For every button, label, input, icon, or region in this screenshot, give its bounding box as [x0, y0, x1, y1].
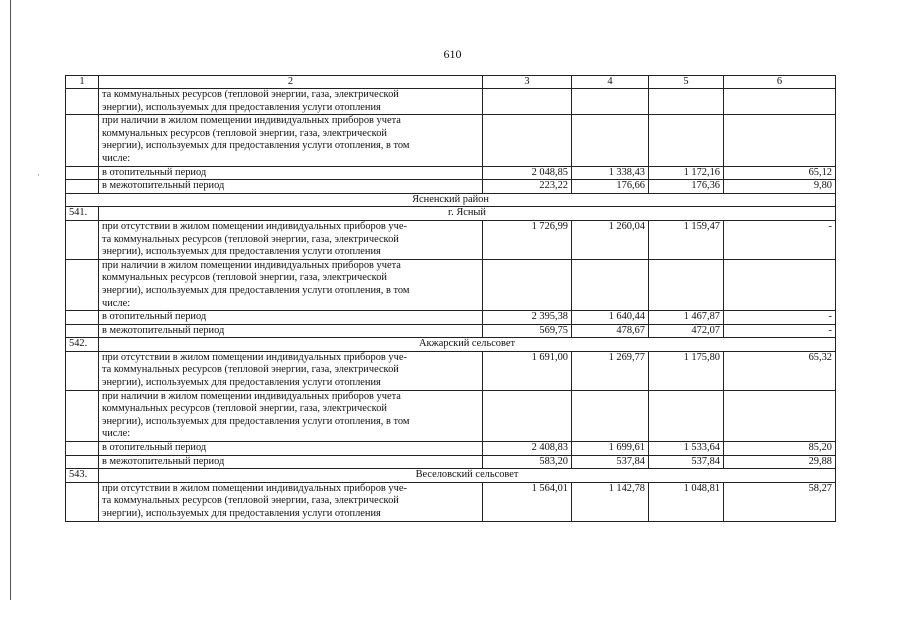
description-line: та коммунальных ресурсов (тепловой энергии, газа, электрической [102, 233, 399, 245]
value-cell-c3: 569,75 [483, 324, 572, 338]
value-cell-c5: 1 533,64 [649, 442, 724, 456]
value-cell-c5 [649, 259, 724, 310]
description-cell [99, 89, 483, 115]
value-cell-c3: 1 726,99 [483, 220, 572, 259]
value-cell-c4 [572, 89, 649, 115]
tariff-table [65, 75, 836, 522]
district-row [66, 193, 836, 207]
row-number [66, 455, 99, 469]
scan-mark: · [37, 170, 40, 180]
description-line: энергии), используемых для предоставления услуги отопления [102, 101, 381, 113]
value-cell-c5: 1 159,47 [649, 220, 724, 259]
locality-row [66, 338, 836, 352]
row-number: 543. [66, 469, 99, 483]
value-cell-c4: 1 699,61 [572, 442, 649, 456]
row-number [66, 115, 99, 166]
value-cell-c4 [572, 115, 649, 166]
header-cell: 4 [572, 76, 649, 89]
description-line: энергии), используемых для предоставления услуги отопления [102, 246, 381, 258]
description-line: коммунальных ресурсов (тепловой энергии, газа, электрической [102, 272, 387, 284]
description-cell [99, 390, 483, 441]
value-cell-c4 [572, 390, 649, 441]
value-cell-c5: 1 172,16 [649, 166, 724, 180]
value-cell-c6: 65,32 [724, 351, 836, 390]
row-number [66, 180, 99, 194]
locality-row [66, 207, 836, 221]
description-line: коммунальных ресурсов (тепловой энергии, газа, электрической [102, 127, 387, 139]
description-cell [99, 455, 483, 469]
description-line: числе: [102, 152, 131, 164]
value-cell-c6: 85,20 [724, 442, 836, 456]
value-cell-c5 [649, 115, 724, 166]
description-line: при отсутствии в жилом помещении индивидуальных приборов уче- [102, 220, 407, 232]
description-line: в отопительный период [102, 311, 207, 323]
district-title: Ясненский район [66, 193, 836, 207]
row-number: 541. [66, 207, 99, 221]
value-cell-c5 [649, 390, 724, 441]
description-cell [99, 180, 483, 194]
description-cell [99, 311, 483, 325]
value-cell-c6: - [724, 311, 836, 325]
description-line: в отопительный период [102, 442, 207, 454]
table-row [66, 455, 836, 469]
value-cell-c4: 1 142,78 [572, 482, 649, 521]
value-cell-c3: 2 048,85 [483, 166, 572, 180]
table-row [66, 166, 836, 180]
table-row [66, 180, 836, 194]
table-row [66, 259, 836, 310]
description-cell [99, 351, 483, 390]
header-cell: 5 [649, 76, 724, 89]
description-line: энергии), используемых для предоставления услуги отопления, в том [102, 284, 410, 296]
value-cell-c6 [724, 390, 836, 441]
value-cell-c6: 29,88 [724, 455, 836, 469]
value-cell-c4: 478,67 [572, 324, 649, 338]
description-cell [99, 259, 483, 310]
value-cell-c4 [572, 259, 649, 310]
description-line: при наличии в жилом помещении индивидуальных приборов учета [102, 259, 401, 271]
description-line: в межотопительный период [102, 324, 225, 336]
row-number: 542. [66, 338, 99, 352]
value-cell-c5: 1 175,80 [649, 351, 724, 390]
value-cell-c3: 2 408,83 [483, 442, 572, 456]
description-line: числе: [102, 428, 131, 440]
row-number [66, 324, 99, 338]
value-cell-c6 [724, 259, 836, 310]
value-cell-c4: 537,84 [572, 455, 649, 469]
row-number [66, 311, 99, 325]
header-cell: 2 [99, 76, 483, 89]
locality-title: Веселовский сельсовет [99, 469, 836, 483]
description-line: в межотопительный период [102, 180, 225, 192]
table-row [66, 311, 836, 325]
table-row [66, 89, 836, 115]
value-cell-c6: 9,80 [724, 180, 836, 194]
value-cell-c3: 223,22 [483, 180, 572, 194]
value-cell-c4: 1 269,77 [572, 351, 649, 390]
description-cell [99, 115, 483, 166]
description-cell [99, 166, 483, 180]
header-cell: 6 [724, 76, 836, 89]
value-cell-c4: 1 338,43 [572, 166, 649, 180]
value-cell-c4: 176,66 [572, 180, 649, 194]
page-number: 610 [443, 47, 462, 61]
description-line: энергии), используемых для предоставления услуги отопления [102, 377, 381, 389]
description-cell [99, 220, 483, 259]
page-edge-line [10, 0, 11, 600]
row-number [66, 220, 99, 259]
description-line: энергии), используемых для предоставления услуги отопления, в том [102, 140, 410, 152]
description-line: при наличии в жилом помещении индивидуальных приборов учета [102, 115, 401, 127]
value-cell-c3 [483, 89, 572, 115]
value-cell-c5: 1 467,87 [649, 311, 724, 325]
row-number [66, 482, 99, 521]
locality-row [66, 469, 836, 483]
table-row [66, 390, 836, 441]
row-number [66, 166, 99, 180]
value-cell-c3: 1 691,00 [483, 351, 572, 390]
table-row [66, 442, 836, 456]
value-cell-c5: 537,84 [649, 455, 724, 469]
value-cell-c6: 58,27 [724, 482, 836, 521]
value-cell-c4: 1 640,44 [572, 311, 649, 325]
description-line: энергии), используемых для предоставления услуги отопления, в том [102, 415, 410, 427]
value-cell-c3 [483, 259, 572, 310]
description-line: та коммунальных ресурсов (тепловой энергии, газа, электрической [102, 495, 399, 507]
value-cell-c5: 472,07 [649, 324, 724, 338]
description-line: при наличии в жилом помещении индивидуальных приборов учета [102, 390, 401, 402]
value-cell-c6: - [724, 324, 836, 338]
description-line: та коммунальных ресурсов (тепловой энергии, газа, электрической [102, 89, 399, 100]
description-line: коммунальных ресурсов (тепловой энергии, газа, электрической [102, 403, 387, 415]
value-cell-c6 [724, 115, 836, 166]
description-line: числе: [102, 297, 131, 309]
header-cell: 1 [66, 76, 99, 89]
value-cell-c6: - [724, 220, 836, 259]
value-cell-c3: 2 395,38 [483, 311, 572, 325]
row-number [66, 259, 99, 310]
row-number [66, 442, 99, 456]
value-cell-c5: 176,36 [649, 180, 724, 194]
value-cell-c6: 65,12 [724, 166, 836, 180]
description-line: в отопительный период [102, 166, 207, 178]
locality-title: Акжарский сельсовет [99, 338, 836, 352]
description-line: при отсутствии в жилом помещении индивидуальных приборов уче- [102, 482, 407, 494]
value-cell-c3: 583,20 [483, 455, 572, 469]
table-row [66, 482, 836, 521]
row-number [66, 89, 99, 115]
table-row [66, 220, 836, 259]
value-cell-c6 [724, 89, 836, 115]
description-line: в межотопительный период [102, 455, 225, 467]
table-body [66, 76, 836, 522]
description-line: та коммунальных ресурсов (тепловой энергии, газа, электрической [102, 364, 399, 376]
description-cell [99, 482, 483, 521]
header-row [66, 76, 836, 89]
row-number [66, 351, 99, 390]
description-cell [99, 442, 483, 456]
table-row [66, 115, 836, 166]
description-line: при отсутствии в жилом помещении индивидуальных приборов уче- [102, 351, 407, 363]
description-cell [99, 324, 483, 338]
value-cell-c3 [483, 390, 572, 441]
value-cell-c5: 1 048,81 [649, 482, 724, 521]
header-cell: 3 [483, 76, 572, 89]
value-cell-c4: 1 260,04 [572, 220, 649, 259]
table-row [66, 351, 836, 390]
value-cell-c3 [483, 115, 572, 166]
value-cell-c3: 1 564,01 [483, 482, 572, 521]
locality-title: г. Ясный [99, 207, 836, 221]
value-cell-c5 [649, 89, 724, 115]
row-number [66, 390, 99, 441]
table-row [66, 324, 836, 338]
description-line: энергии), используемых для предоставления услуги отопления [102, 508, 381, 519]
